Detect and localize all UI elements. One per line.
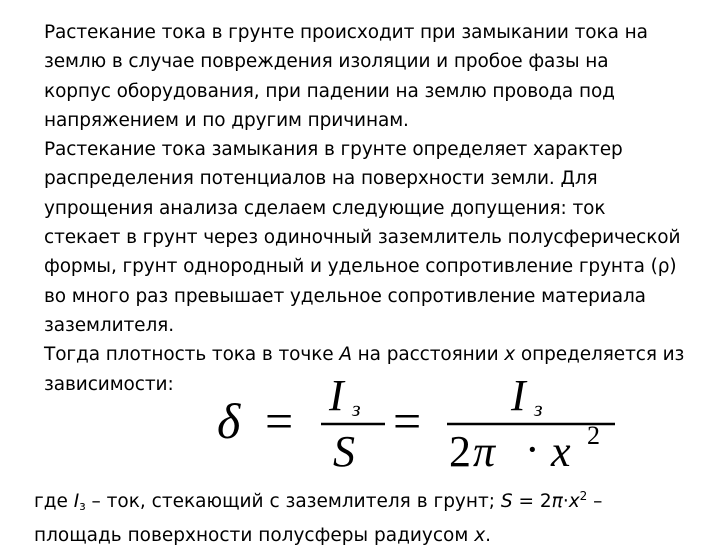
footer-line1 [34, 482, 714, 521]
main-text [44, 18, 714, 399]
formula-num2-sub: з [534, 396, 543, 421]
paragraph2-line6: во много раз превышает удельное сопротивление материала [44, 285, 646, 307]
footer-where: где [34, 491, 74, 512]
p3-text-b: на расстоянии [351, 344, 505, 366]
paragraph2-line1: Растекание тока замыкания в грунте определяет характер [44, 139, 623, 161]
paragraph1-line1: Растекание тока в грунте происходит при замыкании тока на [44, 22, 648, 43]
footer-dot: · [562, 491, 569, 512]
footer-eq: = 2 [512, 491, 552, 512]
footer-I-sub: з [79, 499, 86, 513]
footer-dash: – [587, 491, 603, 512]
formula-den2-pi: π [473, 427, 496, 472]
formula-num1: I [329, 372, 344, 420]
formula-den2-coef: 2 [449, 427, 471, 472]
footer-I: I [73, 491, 80, 512]
formula-den2-dot: · [525, 425, 540, 472]
formula-eq1: = [265, 393, 294, 449]
paragraph1-line2: землю в случае повреждения изоляции и пробое фазы на [44, 51, 609, 73]
paragraph2-line4: стекает в грунт через одиночный заземлитель полусферической [44, 227, 681, 249]
footer-area-desc: площадь поверхности полусферы радиусом [34, 525, 475, 547]
footer-x-sup: 2 [579, 489, 588, 503]
formula-den2-x: x [551, 427, 571, 472]
p3-text-c: определяется из [515, 344, 685, 366]
paragraph2-line5: формы, грунт однородный и удельное сопротивление грунта (ρ) [44, 256, 677, 278]
footer-text [34, 482, 714, 551]
formula-num2: I [511, 372, 526, 420]
p3-text-a: Тогда плотность тока в точке [44, 344, 340, 366]
paragraph1-line3: корпус оборудования, при падении на землю провода под [44, 80, 615, 102]
paragraph3-line1 [44, 340, 714, 369]
footer-pi: π [551, 491, 563, 512]
formula-eq2: = [393, 393, 422, 449]
paragraph2-line3: упрощения анализа сделаем следующие допущения: ток [44, 197, 606, 219]
paragraph2-line2: распределения потенциалов на поверхности земли. Для [44, 168, 598, 190]
paragraph1-line4: напряжением и по другим причинам. [44, 109, 409, 131]
formula-den1: S [333, 427, 355, 472]
paragraph2-line7: заземлителя. [44, 314, 174, 336]
footer-x: x [568, 491, 580, 512]
paragraph3-line2: зависимости: [44, 373, 174, 395]
p3-point-a: A [339, 344, 352, 366]
footer-line2 [34, 521, 714, 550]
formula-den2-exp: 2 [587, 421, 600, 450]
footer-current-desc: – ток, стекающий с заземлителя в грунт; [85, 491, 501, 512]
p3-var-x: x [504, 344, 516, 366]
formula-delta: δ [217, 393, 241, 449]
footer-S: S [500, 491, 513, 512]
footer-period: . [485, 525, 492, 547]
formula-num1-sub: з [352, 396, 361, 421]
current-density-formula [215, 372, 625, 472]
footer-radius-x: x [474, 525, 486, 547]
